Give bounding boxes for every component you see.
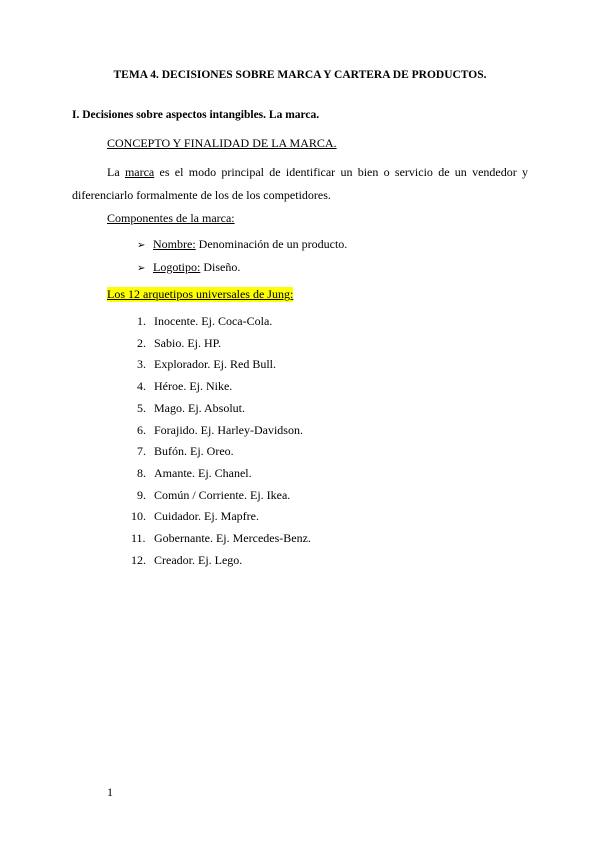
archetype-item [137, 488, 290, 503]
archetype-number: 11. [131, 531, 146, 545]
archetype-text: Creador. Ej. Lego. [154, 552, 243, 567]
document-title: TEMA 4. DECISIONES SOBRE MARCA Y CARTERA DE PRODUCTOS. [113, 69, 487, 81]
archetype-text: Sabio. Ej. HP. [154, 335, 222, 350]
archetype-item [131, 531, 311, 546]
archetype-number: 10. [131, 509, 146, 524]
page-number: 1 [107, 785, 113, 799]
section-heading: I. Decisiones sobre aspectos intangibles. La marca. [72, 109, 320, 121]
archetype-text: Mago. Ej. Absolut. [154, 400, 246, 415]
archetype-text: Héroe. Ej. Nike. [154, 379, 233, 394]
archetype-number: 6. [137, 422, 146, 437]
components-heading: Componentes de la marca: [107, 211, 235, 225]
archetype-number: 12. [131, 552, 146, 567]
component-description: Diseño. [200, 260, 241, 274]
archetype-number: 1. [137, 314, 146, 328]
archetype-number: 4. [137, 379, 146, 394]
archetype-text: Explorador. Ej. Red Bull. [154, 357, 276, 372]
component-description: Denominación de un producto. [195, 237, 348, 251]
archetype-number: 2. [137, 335, 146, 350]
archetype-number: 9. [137, 487, 146, 502]
archetype-item [137, 379, 232, 394]
component-term: Nombre: [153, 237, 196, 251]
archetype-number: 3. [137, 357, 146, 372]
definition-paragraph [72, 161, 528, 207]
archetypes-heading-text: Los 12 arquetipos universales de Jung: [107, 287, 294, 301]
archetype-item [137, 423, 303, 438]
archetype-text: Gobernante. Ej. Mercedes-Benz. [154, 531, 311, 545]
archetype-item [137, 314, 272, 329]
archetype-item [131, 509, 259, 524]
archetype-text: Común / Corriente. Ej. Ikea. [154, 487, 291, 502]
archetype-text: Bufón. Ej. Oreo. [154, 444, 234, 459]
archetype-text: Forajido. Ej. Harley-Davidson. [154, 422, 303, 437]
component-item [137, 260, 240, 275]
archetype-number: 7. [137, 444, 146, 459]
archetype-text: Inocente. Ej. Coca-Cola. [154, 314, 273, 328]
paragraph-rest: es el modo principal de identificar un bien o servicio de un vendedor y diferenciarlo formalmente de los de los competidores. [72, 165, 528, 202]
arrow-bullet-icon: ➢ [137, 263, 146, 274]
archetype-item [137, 336, 221, 351]
keyword-marca: marca [124, 165, 155, 179]
archetype-text: Amante. Ej. Chanel. [154, 465, 252, 480]
archetype-item [137, 401, 245, 416]
component-item [137, 237, 347, 252]
archetype-item [137, 444, 234, 459]
archetype-number: 5. [137, 400, 146, 415]
archetype-item [137, 357, 276, 372]
archetype-item [137, 466, 252, 481]
archetype-text: Cuidador. Ej. Mapfre. [154, 509, 259, 524]
archetype-item [131, 553, 242, 568]
paragraph-prefix: La [107, 165, 125, 179]
arrow-bullet-icon: ➢ [137, 240, 146, 251]
archetypes-heading [107, 287, 293, 302]
component-term: Logotipo: [153, 260, 201, 274]
concept-heading: CONCEPTO Y FINALIDAD DE LA MARCA. [107, 136, 337, 150]
archetype-number: 8. [137, 465, 146, 480]
